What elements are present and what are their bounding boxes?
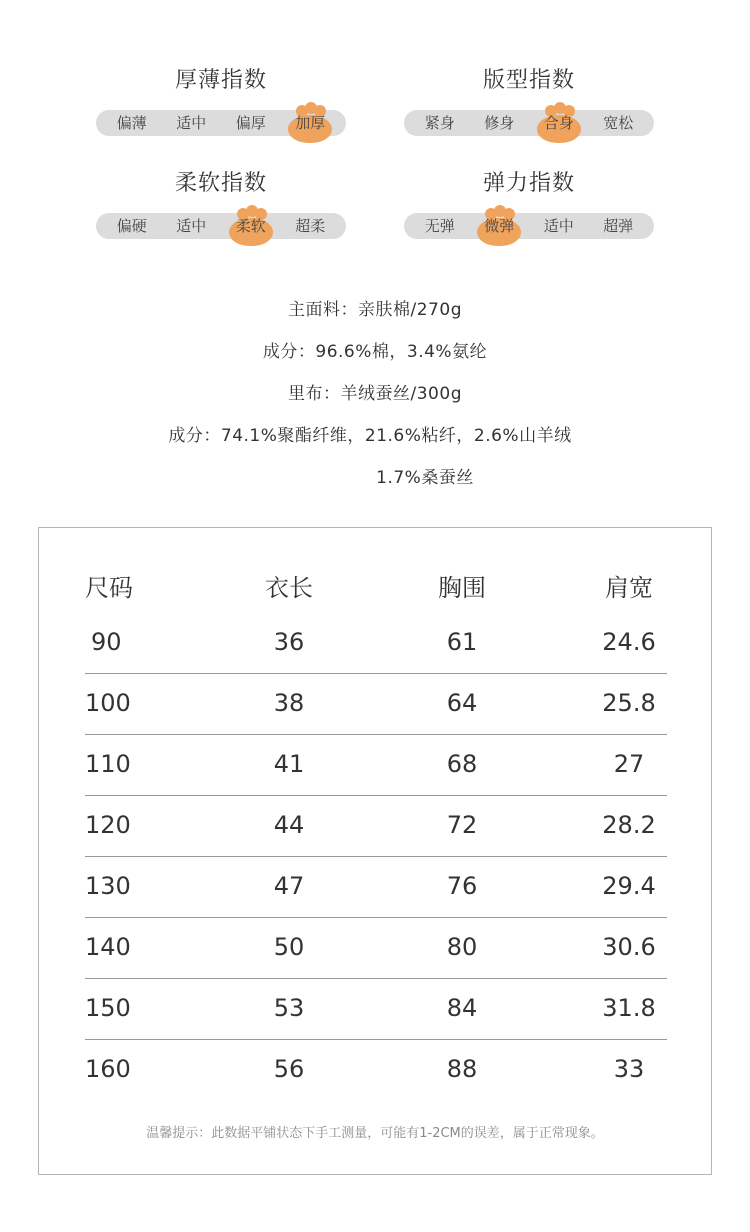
lining-text: 里布：羊绒蚕丝/300g [288,384,462,404]
cell-size: 160 [85,1055,131,1083]
index-option-selected: 合身 [532,110,586,136]
table-row [85,673,667,734]
cell-chest: 88 [446,1055,478,1083]
cell-shoulder: 30.6 [602,933,656,961]
size-table [38,527,712,1175]
cell-size: 110 [85,750,131,778]
cell-shoulder: 28.2 [602,811,656,839]
cell-length: 38 [273,689,305,717]
cell-size: 150 [85,994,131,1022]
cell-chest: 64 [446,689,478,717]
cell-size: 100 [85,689,131,717]
cell-chest: 76 [446,872,478,900]
cell-shoulder: 31.8 [602,994,656,1022]
index-option: 超弹 [603,217,634,235]
index-option-selected: 加厚 [283,110,337,136]
cell-length: 41 [273,750,305,778]
cell-size: 140 [85,933,131,961]
cell-chest: 72 [446,811,478,839]
table-row [85,856,667,917]
measurement-note: 温馨提示：此数据平铺状态下手工测量，可能有1-2CM的误差，属于正常现象。 [146,1126,604,1141]
cell-length: 36 [273,628,305,656]
fit-index-bar [404,110,654,136]
cell-shoulder: 27 [613,750,645,778]
header-size: 尺码 [85,574,133,602]
cell-length: 50 [273,933,305,961]
softness-index [96,169,346,239]
header-shoulder: 肩宽 [605,574,653,602]
table-row [85,795,667,856]
elasticity-index-title: 弹力指数 [482,171,575,196]
index-option: 偏厚 [235,114,266,132]
lining-composition-text: 成分：74.1%聚酯纤维，21.6%粘纤，2.6%山羊绒 [168,426,572,446]
table-header [39,568,711,604]
cell-length: 47 [273,872,305,900]
cell-size: 90 [91,628,122,656]
cell-size: 130 [85,872,131,900]
table-row [85,917,667,978]
cell-length: 53 [273,994,305,1022]
cell-shoulder: 33 [613,1055,645,1083]
fit-index [404,66,654,136]
cell-chest: 80 [446,933,478,961]
fit-index-title: 版型指数 [482,68,575,93]
cell-shoulder: 29.4 [602,872,656,900]
index-option: 宽松 [603,114,634,132]
elasticity-index [404,169,654,239]
lining-composition-cont-text: 1.7%桑蚕丝 [376,468,474,488]
table-row [85,734,667,795]
cell-length: 44 [273,811,305,839]
table-row [85,612,667,673]
cell-chest: 68 [446,750,478,778]
elasticity-index-bar [404,213,654,239]
header-chest: 胸围 [438,574,486,602]
cell-length: 56 [273,1055,305,1083]
index-option: 修身 [484,114,515,132]
index-option: 适中 [176,217,207,235]
index-option-selected: 微弹 [472,213,526,239]
cell-shoulder: 25.8 [602,689,656,717]
index-option: 超柔 [295,217,326,235]
softness-index-title: 柔软指数 [174,171,267,196]
index-option: 适中 [176,114,207,132]
index-option: 偏薄 [116,114,147,132]
index-option-selected: 柔软 [224,213,278,239]
table-row [85,978,667,1039]
main-composition-text: 成分：96.6%棉，3.4%氨纶 [262,342,488,362]
index-option: 适中 [543,217,574,235]
index-option: 偏硬 [116,217,147,235]
softness-index-bar [96,213,346,239]
index-option: 紧身 [424,114,455,132]
cell-chest: 84 [446,994,478,1022]
cell-chest: 61 [446,628,478,656]
cell-shoulder: 24.6 [602,628,656,656]
thickness-index [96,66,346,136]
thickness-index-title: 厚薄指数 [174,68,267,93]
header-length: 衣长 [265,574,313,602]
table-row [85,1039,667,1100]
index-option: 无弹 [424,217,455,235]
thickness-index-bar [96,110,346,136]
cell-size: 120 [85,811,131,839]
main-fabric-text: 主面料：亲肤棉/270g [288,300,462,320]
